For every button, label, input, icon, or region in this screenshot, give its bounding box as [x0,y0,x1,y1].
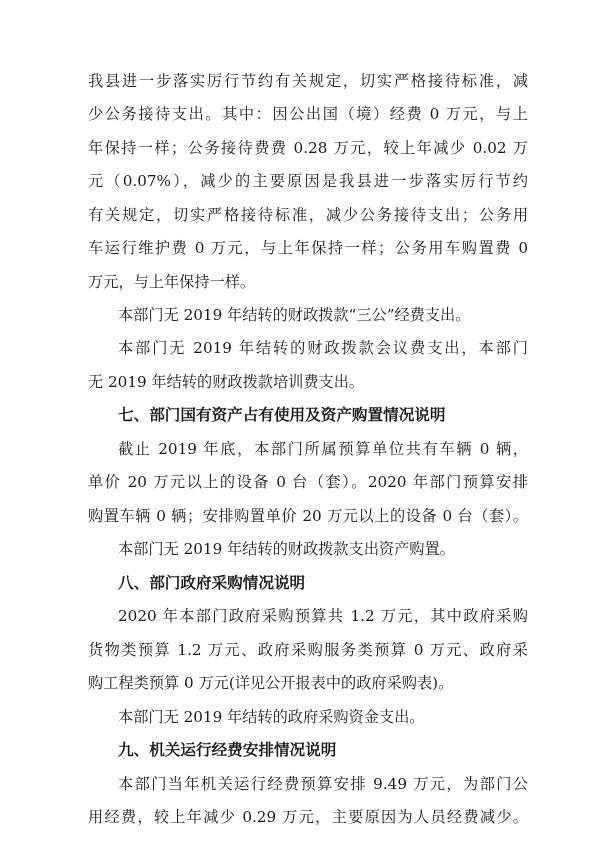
body-text-line: 我县进一步落实厉行节约有关规定，切实严格接待标准，减 [88,72,528,90]
body-text-line: 购工程类预算 0 万元(详见公开报表中的政府采购表)。 [88,674,454,692]
body-text-line: 年保持一样；公务接待费费 0.28 万元，较上年减少 0.02 万 [88,139,528,157]
body-text-line: 本部门无 2019 年结转的政府采购资金支出。 [118,708,425,726]
body-text-line: 本部门无 2019 年结转的财政拨款支出资产购置。 [118,540,455,558]
body-text-line: 少公务接待支出。其中：因公出国（境）经费 0 万元，与上 [88,105,528,123]
section-heading: 九、机关运行经费安排情况说明 [118,741,337,759]
body-text-line: 货物类预算 1.2 万元、政府采购服务类预算 0 万元、政府采 [88,641,528,659]
body-text-line: 本部门当年机关运行经费预算安排 9.49 万元，为部门公 [118,775,528,793]
body-text-line: 用经费，较上年减少 0.29 万元，主要原因为人员经费减少。 [88,808,528,826]
body-text-line: 车运行维护费 0 万元，与上年保持一样；公务用车购置费 0 [88,239,528,257]
body-text-line: 元（0.07%），减少的主要原因是我县进一步落实厉行节约 [88,172,528,190]
body-text-line: 无 2019 年结转的财政拨款培训费支出。 [88,373,365,391]
body-text-line: 截止 2019 年底，本部门所属预算单位共有车辆 0 辆， [118,440,528,458]
section-heading: 八、部门政府采购情况说明 [118,574,306,592]
section-heading: 七、部门国有资产占有使用及资产购置情况说明 [118,406,446,424]
body-text-line: 2020 年本部门政府采购预算共 1.2 万元，其中政府采购 [118,607,528,625]
body-text-line: 购置车辆 0 辆；安排购置单价 20 万元以上的设备 0 台（套）。 [88,507,528,525]
body-text-line: 本部门无 2019 年结转的财政拨款会议费支出，本部门 [118,339,528,357]
body-text-line: 本部门无 2019 年结转的财政拨款“三公”经费支出。 [118,306,471,324]
body-text-line: 万元，与上年保持一样。 [88,273,256,291]
body-text-line: 有关规定，切实严格接待标准，减少公务接待支出；公务用 [88,206,528,224]
body-text-line: 单价 20 万元以上的设备 0 台（套）。2020 年部门预算安排 [88,473,528,491]
